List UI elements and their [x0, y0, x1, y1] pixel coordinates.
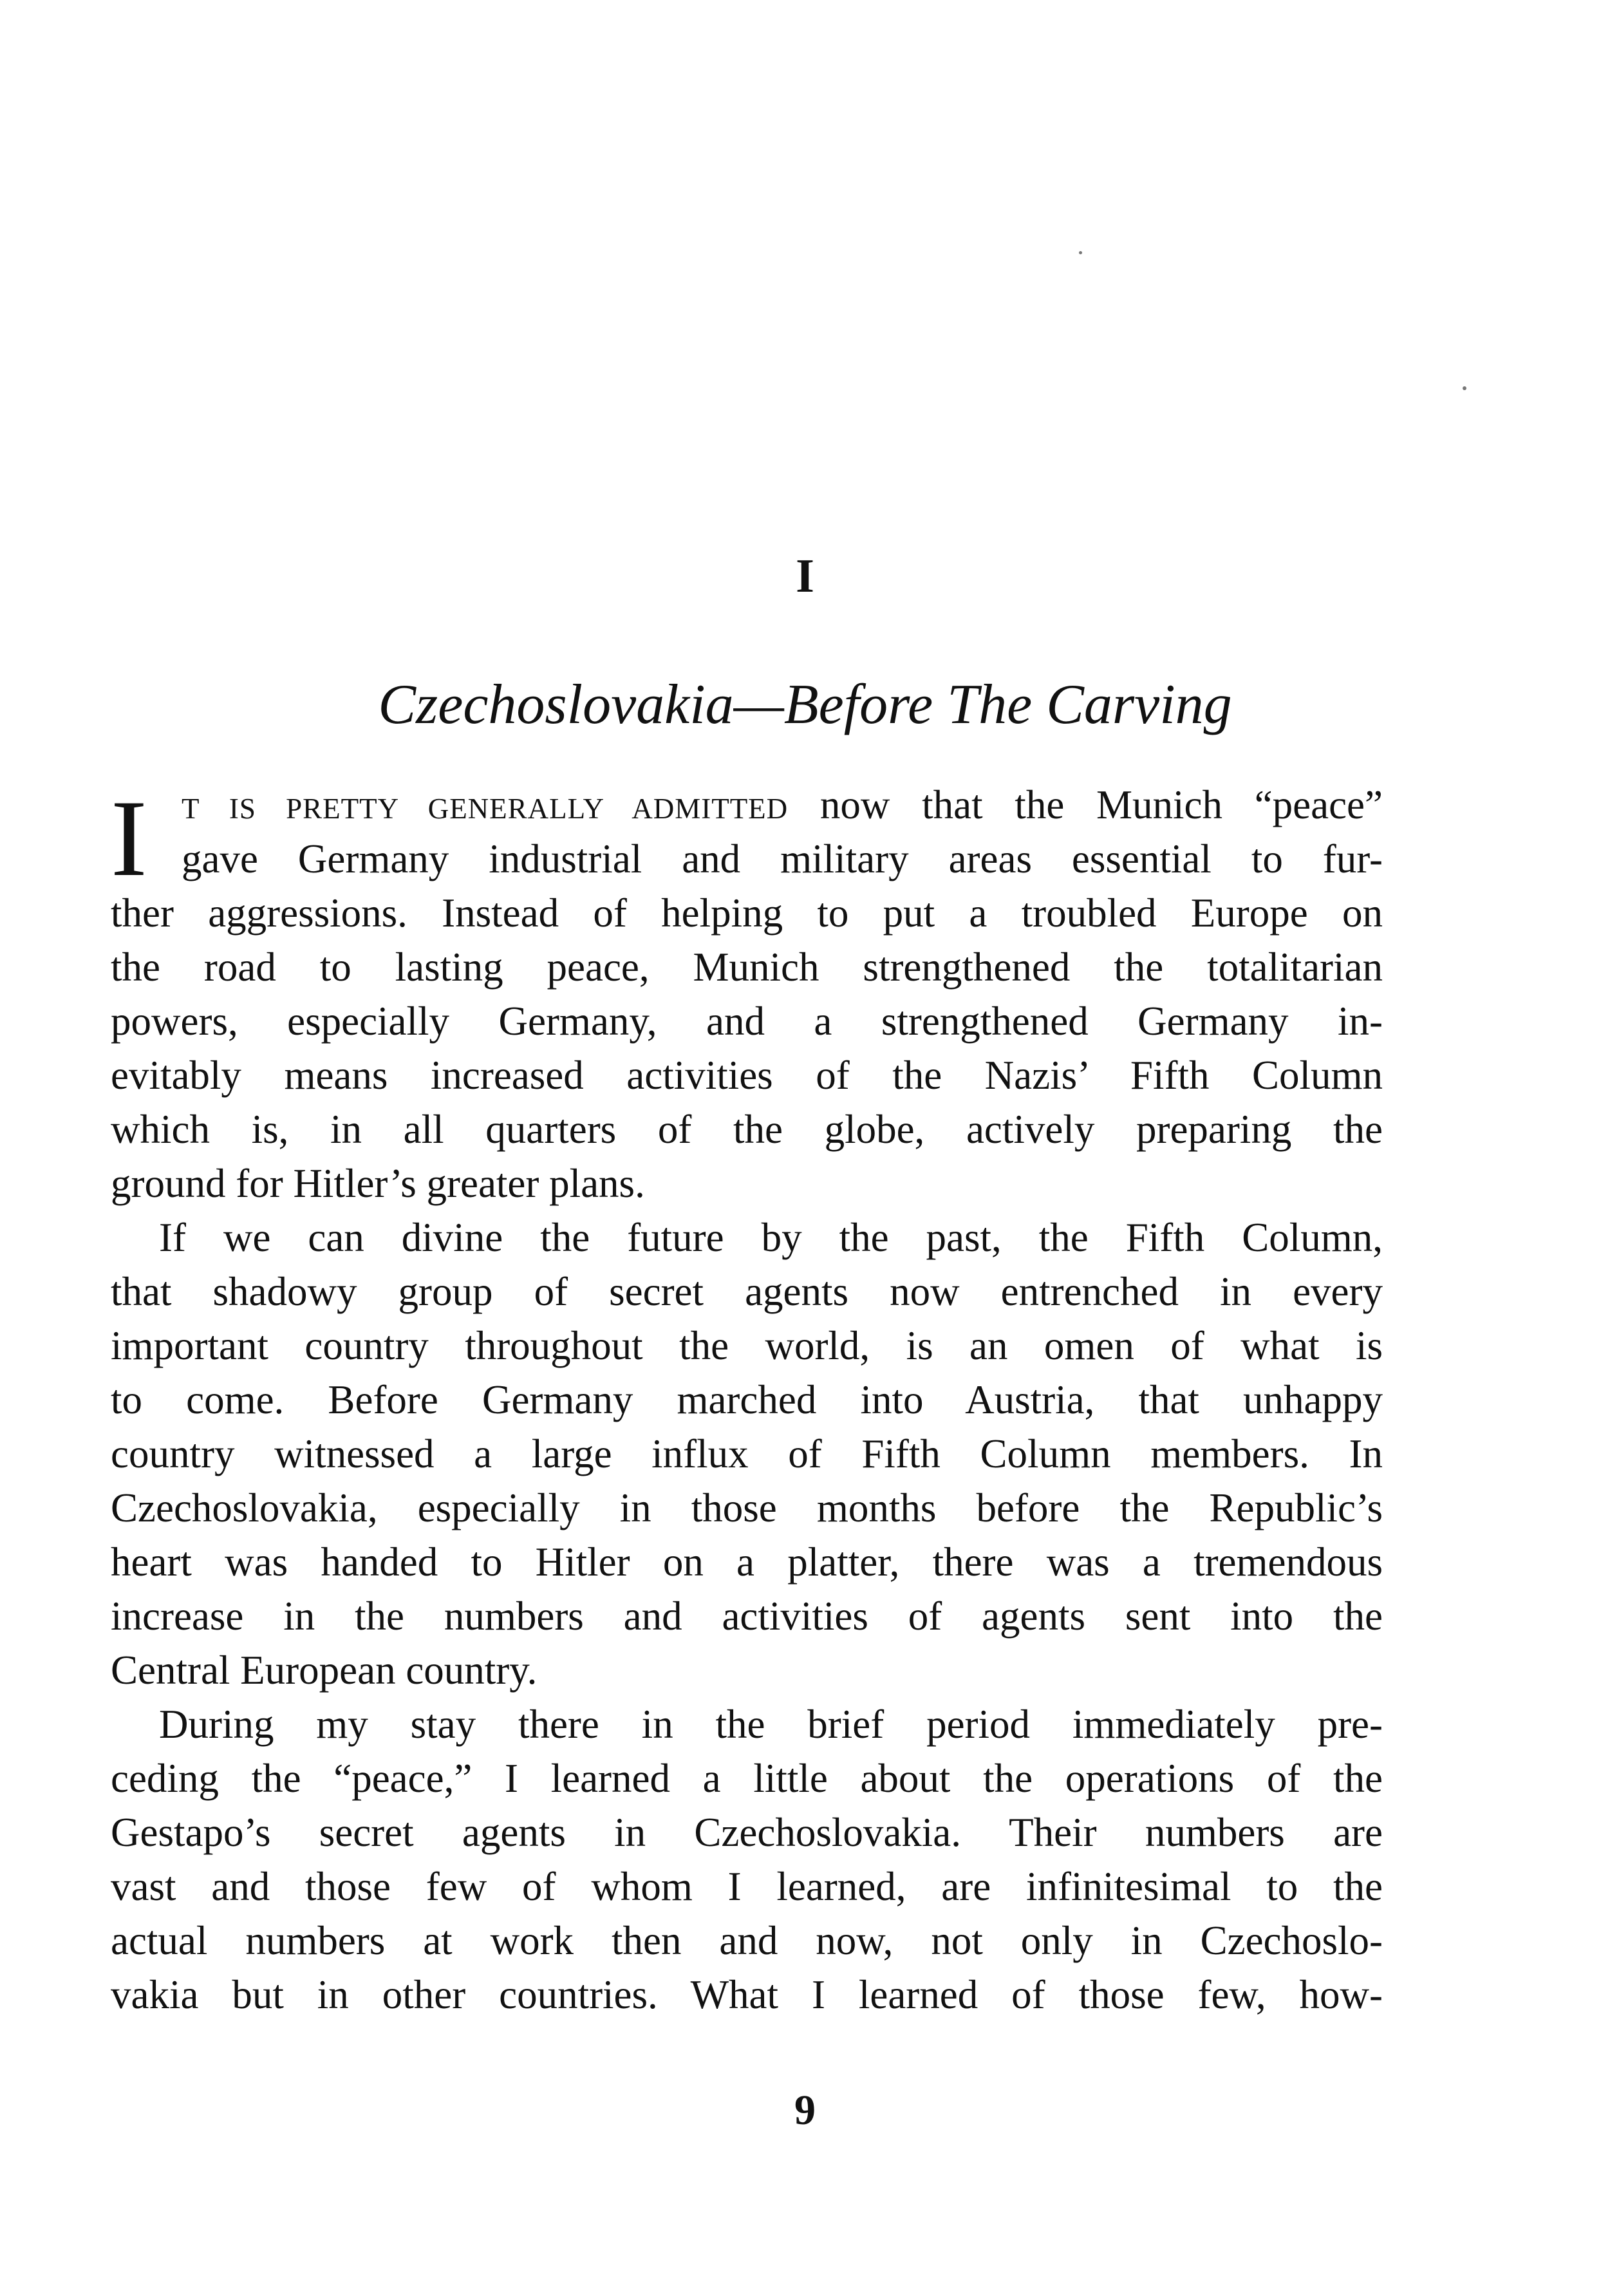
- text-line: to come. Before Germany marched into Austria, that unhappy: [111, 1377, 1383, 1422]
- paragraph-3: [111, 1697, 1383, 2022]
- text-line: the road to lasting peace, Munich strengthened the totalitarian: [111, 945, 1383, 990]
- page-number: 9: [794, 2087, 816, 2134]
- scan-speck: [1463, 386, 1466, 390]
- line-text: now that the Munich “peace”: [788, 782, 1383, 827]
- text-line: increase in the numbers and activities of agents sent into the: [111, 1594, 1383, 1639]
- paragraph-1: [111, 778, 1383, 1210]
- text-line: During my stay there in the brief period immediately pre-: [159, 1702, 1383, 1747]
- text-line: important country throughout the world, is an omen of what is: [111, 1323, 1383, 1368]
- drop-cap: I: [111, 778, 147, 899]
- scan-speck: [1079, 251, 1082, 254]
- small-caps-opening: T IS PRETTY GENERALLY ADMITTED: [182, 793, 789, 825]
- text-line: heart was handed to Hitler on a platter, there was a tremendous: [111, 1539, 1383, 1585]
- text-line: If we can divine the future by the past, the Fifth Column,: [159, 1215, 1383, 1260]
- text-line: actual numbers at work then and now, not only in Czechoslo-: [111, 1918, 1383, 1963]
- text-line: evitably means increased activities of the Nazis’ Fifth Column: [111, 1053, 1383, 1098]
- paragraph-2: [111, 1210, 1383, 1697]
- text-line: ground for Hitler’s greater plans.: [111, 1161, 645, 1206]
- text-line: [111, 778, 1383, 832]
- chapter-number: I: [796, 550, 814, 603]
- text-line: country witnessed a large influx of Fifth Column members. In: [111, 1431, 1383, 1476]
- text-line: ther aggressions. Instead of helping to put a troubled Europe on: [111, 890, 1383, 936]
- text-line: powers, especially Germany, and a strengthened Germany in-: [111, 999, 1383, 1044]
- text-line: ceding the “peace,” I learned a little about the operations of the: [111, 1756, 1383, 1801]
- text-line: that shadowy group of secret agents now entrenched in every: [111, 1269, 1383, 1314]
- text-line: which is, in all quarters of the globe, actively preparing the: [111, 1107, 1383, 1152]
- chapter-title: Czechoslovakia—Before The Carving: [378, 673, 1232, 736]
- body-text: [111, 778, 1383, 2022]
- text-line: Central European country.: [111, 1648, 538, 1693]
- text-line: Czechoslovakia, especially in those months before the Republic’s: [111, 1485, 1383, 1530]
- text-line: vast and those few of whom I learned, are infinitesimal to the: [111, 1864, 1383, 1909]
- text-line: gave Germany industrial and military areas essential to fur-: [182, 836, 1383, 881]
- text-line: Gestapo’s secret agents in Czechoslovakia. Their numbers are: [111, 1810, 1383, 1855]
- text-line: vakia but in other countries. What I learned of those few, how-: [111, 1972, 1383, 2017]
